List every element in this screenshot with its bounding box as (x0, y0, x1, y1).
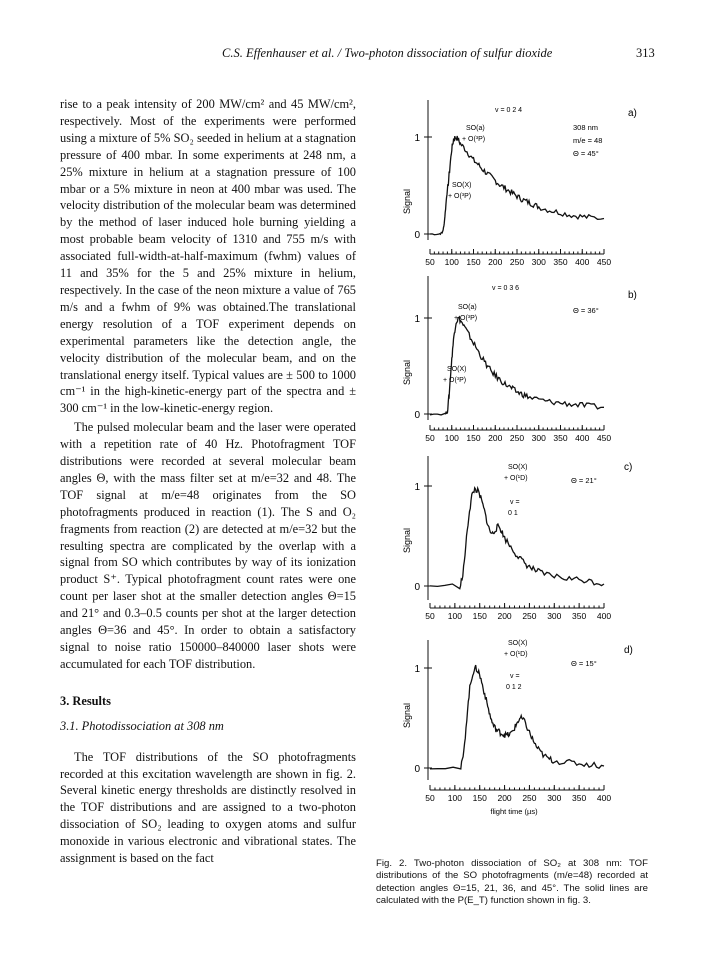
y-axis-label: Signal (402, 188, 412, 214)
x-tick-label: 300 (531, 433, 546, 443)
x-tick-label: 300 (531, 257, 546, 267)
panel-c (402, 456, 632, 621)
x-tick-label: 150 (466, 433, 481, 443)
x-tick-label: 200 (488, 257, 503, 267)
panel-letter-a: a) (628, 108, 637, 119)
subsection-heading: 3.1. Photodissociation at 308 nm (60, 718, 224, 733)
paragraph-3: The TOF distributions of the SO photofragments recorded at this excitation wavelength are shown in fig. 2. Several kinetic energy thresholds are distinctly resolved in the TOF distributions and are assigned to a two-photon dissociation of SO₂ leading to oxygen atoms and sulfur monoxide in various electronic and vibrational states. The assignment is based on the fact (60, 749, 356, 866)
o1d-label-d: + O(¹D) (504, 651, 528, 658)
x-tick-label: 100 (444, 433, 459, 443)
x-tick-label: 300 (547, 611, 562, 621)
y-tick-1: 1 (414, 133, 420, 144)
v-label-d: v = (510, 673, 520, 680)
x-tick-label: 350 (553, 433, 568, 443)
panel-a (402, 100, 637, 267)
x-tick-label: 150 (472, 793, 487, 803)
x-tick-label: 450 (596, 257, 612, 267)
x-tick-label: 50 (425, 793, 435, 803)
so-x-label-b: SO(X) (447, 366, 467, 373)
y-axis-label-d: Signal (402, 702, 412, 728)
angle-label-a: Θ = 45° (573, 149, 599, 158)
y-tick-0-c: 0 (414, 582, 420, 593)
x-tick-label: 450 (596, 433, 612, 443)
x-ticks-b (425, 425, 611, 443)
x-tick-label: 400 (596, 611, 612, 621)
o3p-label-a1: + O(³P) (462, 136, 486, 143)
x-tick-label: 300 (547, 793, 562, 803)
tof-curve-d (430, 665, 604, 769)
mass-label: m/e = 48 (573, 136, 603, 145)
x-ticks-d (425, 785, 611, 803)
x-tick-label: 100 (444, 257, 459, 267)
angle-label-d: Θ = 15° (571, 659, 597, 668)
panel-b (402, 276, 637, 443)
x-tick-label: 200 (497, 611, 512, 621)
x-tick-label: 100 (447, 793, 462, 803)
so-x-label-d: SO(X) (508, 640, 528, 647)
x-tick-label: 200 (497, 793, 512, 803)
panel-d (402, 640, 633, 816)
page-number: 313 (636, 46, 655, 60)
o1d-label-c: + O(¹D) (504, 475, 528, 482)
x-tick-label: 50 (425, 257, 435, 267)
y-tick-1-c: 1 (414, 482, 420, 493)
x-tick-label: 350 (572, 793, 587, 803)
x-tick-label: 250 (522, 793, 537, 803)
figure-caption: Fig. 2. Two-photon dissociation of SO₂ at 308 nm: TOF distributions of the SO photofragments (m/e=48) recorded at detection angles Θ=15, 21, 36, and 45°. The solid lines are calculated with the P(E_T) function shown in fig. 3. (376, 858, 648, 907)
y-tick-1-b: 1 (414, 314, 420, 325)
o3p-label-a2: + O(³P) (448, 193, 472, 200)
section-heading: 3. Results (60, 693, 111, 708)
v-label-c: v = (510, 499, 520, 506)
y-tick-0: 0 (414, 230, 420, 241)
x-ticks-c (425, 603, 611, 621)
panel-letter-c: c) (624, 462, 633, 473)
x-axis-label: flight time (µs) (490, 807, 538, 816)
paragraph-1: rise to a peak intensity of 200 MW/cm² and 45 MW/cm², respectively. Most of the experiments were performed using a mixture of 5% SO₂ seeded in helium at a stagnation pressure of 400 mbar. In some experiments at 248 nm, a 25% mixture in helium at a stagnation pressure of 100 mbar or a 5% mixture in neon at 400 mbar was used. The velocity distribution of the molecular beam was determined by the method of laser induced hole burning yielding a most probable beam velocity of 1310 and 755 m/s with associated full-width-at-half-maximum (fwhm) values of 11 and 35% for the 5 and 25% mixture in helium, respectively. In the case of the neon mixture a value of 765 m/s and a fwhm of 9% was obtained.The translational energy resolution of a TOF experiment depends on experimental parameters like the detection angle, the velocity distribution of the molecular beam, and on the translational energy itself. Typical values are ± 500 to 1000 cm⁻¹ in the high-kinetic-energy part of the spectra and ± 300 cm⁻¹ in the low-kinetic-energy region. (60, 97, 356, 416)
x-tick-label: 400 (575, 433, 590, 443)
so-x-label-c: SO(X) (508, 464, 528, 471)
v-numbers-d: 0 1 2 (506, 684, 522, 691)
x-tick-label: 350 (572, 611, 587, 621)
y-tick-0-d: 0 (414, 764, 420, 775)
x-tick-label: 250 (509, 433, 525, 443)
x-tick-label: 50 (425, 433, 435, 443)
x-tick-label: 350 (553, 257, 568, 267)
x-tick-label: 150 (472, 611, 487, 621)
angle-label-b: Θ = 36° (573, 306, 599, 315)
wavelength-label: 308 nm (573, 123, 599, 132)
so-a-label-b: SO(a) (458, 304, 477, 311)
y-tick-0-b: 0 (414, 410, 420, 421)
x-tick-label: 100 (447, 611, 462, 621)
y-tick-1-d: 1 (414, 664, 420, 675)
x-tick-label: 400 (596, 793, 612, 803)
o3p-label-b2: + O(³P) (443, 377, 467, 384)
o3p-label-b1: + O(³P) (454, 315, 478, 322)
x-tick-label: 200 (488, 433, 503, 443)
v-numbers-c: 0 1 (508, 510, 518, 517)
so-a-label-a: SO(a) (466, 125, 485, 132)
x-tick-label: 150 (466, 257, 481, 267)
y-axis-label-c: Signal (402, 527, 412, 553)
y-axis-label-b: Signal (402, 359, 412, 385)
paragraph-2: The pulsed molecular beam and the laser were operated with a repetition rate of 40 Hz. Photofragment TOF distributions were recorded at several molecular beam angles Θ, with the mass filter set at m/e=32 and 48. The TOF signal at m/e=48 originates from the SO photofragments produced in reaction (1). The S and O₂ fragments from reaction (2) are detected at m/e=32 but the resulting spectra are complicated by the overlap with a signal from SO which contributes by way of its ionization product S⁺. Typical photofragment count rates were one count per laser shot at the smaller detection angles Θ=15 and 21° and 0.3–0.5 counts per shot at the larger detection angles Θ=36 and 45°. In order to obtain a satisfactory signal to noise ratio 150000–840000 laser shots were accumulated for each TOF distribution. (60, 420, 356, 671)
x-tick-label: 400 (575, 257, 590, 267)
x-ticks-a (425, 249, 611, 267)
v-label-b: v = 0 3 6 (492, 285, 520, 292)
x-tick-label: 250 (509, 257, 525, 267)
v-label-a: v = 0 2 4 (495, 107, 523, 114)
running-title: C.S. Effenhauser et al. / Two-photon dissociation of sulfur dioxide (222, 46, 553, 60)
x-tick-label: 50 (425, 611, 435, 621)
angle-label-c: Θ = 21° (571, 476, 597, 485)
x-tick-label: 250 (522, 611, 537, 621)
panel-letter-b: b) (628, 290, 637, 301)
panel-letter-d: d) (624, 645, 633, 656)
so-x-label-a: SO(X) (452, 182, 472, 189)
